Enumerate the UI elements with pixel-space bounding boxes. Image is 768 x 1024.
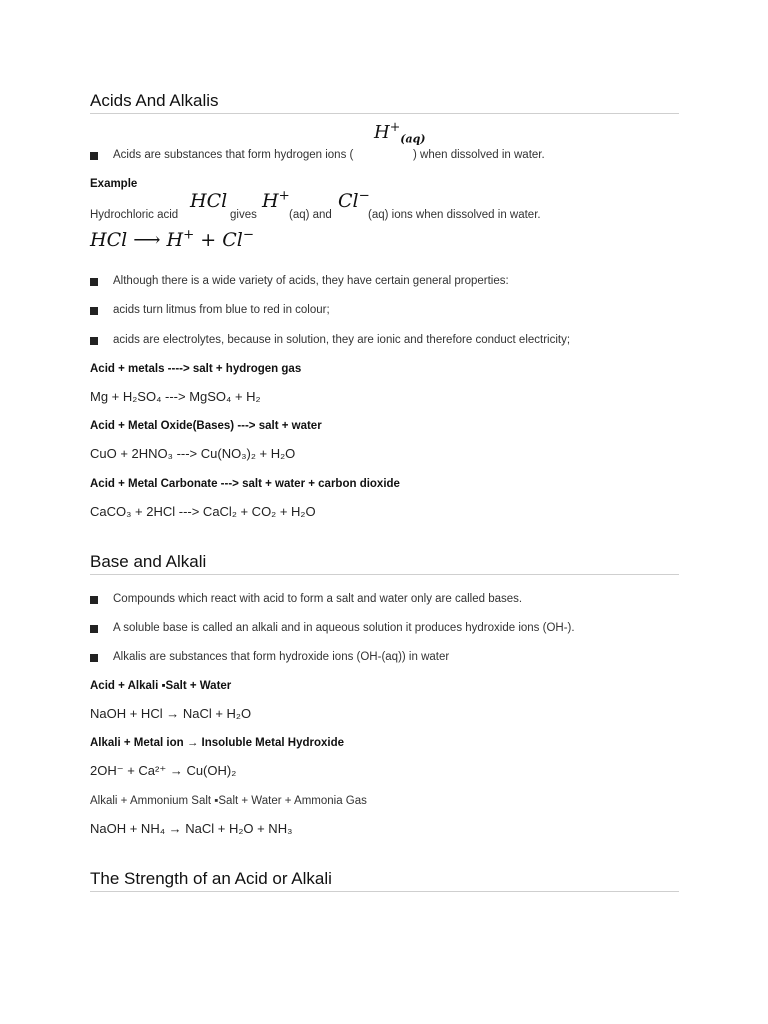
bases-definition: Compounds which react with acid to form a salt and water only are called bases. xyxy=(113,593,523,605)
reaction-label: Alkali + Ammonium Salt ▪Salt + Water + Ammonia Gas xyxy=(90,795,367,807)
acid-properties-intro: Although there is a wide variety of acids, they have certain general properties: xyxy=(113,275,509,287)
section-divider xyxy=(90,113,679,114)
hcl-text-1: Hydrochloric acid xyxy=(90,209,179,221)
math-reaction: HCl ⟶ H+ + Cl− xyxy=(90,227,255,251)
math-h-plus: H+ xyxy=(262,188,290,212)
section-title-base: Base and Alkali xyxy=(90,552,207,571)
hcl-text-4: (aq) ions when dissolved in water. xyxy=(368,209,541,221)
acids-definition-tail: ) when dissolved in water. xyxy=(413,149,545,161)
reaction-equation: Mg + H₂SO₄ ---> MgSO₄ + H₂ xyxy=(90,389,261,404)
reaction-label: Acid + metals ----> salt + hydrogen gas xyxy=(90,363,302,375)
bullet-icon xyxy=(90,278,98,286)
bullet-icon xyxy=(90,625,98,633)
acids-definition: Acids are substances that form hydrogen ions ( xyxy=(113,149,354,161)
bullet-icon xyxy=(90,307,98,315)
bullet-icon xyxy=(90,596,98,604)
section-divider xyxy=(90,574,679,575)
example-heading: Example xyxy=(90,178,138,190)
bullet-icon xyxy=(90,152,98,160)
reaction-label: Acid + Metal Oxide(Bases) ---> salt + water xyxy=(90,420,322,432)
reaction-equation: NaOH + HCl → NaCl + H₂O xyxy=(90,706,252,721)
section-title-strength: The Strength of an Acid or Alkali xyxy=(90,869,332,888)
bullet-icon xyxy=(90,337,98,345)
reaction-label: Alkali + Metal ion → Insoluble Metal Hydroxide xyxy=(90,737,345,749)
reaction-equation: NaOH + NH₄ → NaCl + H₂O + NH₃ xyxy=(90,821,293,836)
reaction-label: Acid + Metal Carbonate ---> salt + water + carbon dioxide xyxy=(90,478,400,490)
hcl-text-2: gives xyxy=(230,209,257,221)
bullet-icon xyxy=(90,654,98,662)
hcl-text-3: (aq) and xyxy=(289,209,332,221)
reaction-equation: 2OH⁻ + Ca²⁺ → Cu(OH)₂ xyxy=(90,763,237,778)
math-hcl: HCl xyxy=(190,190,228,212)
acid-litmus: acids turn litmus from blue to red in colour; xyxy=(113,304,330,316)
reaction-equation: CuO + 2HNO₃ ---> Cu(NO₃)₂ + H₂O xyxy=(90,446,296,461)
section-divider xyxy=(90,891,679,892)
acid-electrolytes: acids are electrolytes, because in solution, they are ionic and therefore conduct electricity; xyxy=(113,334,571,346)
alkali-hydroxide: Alkalis are substances that form hydroxide ions (OH-(aq)) in water xyxy=(113,651,450,663)
math-cl-minus: Cl− xyxy=(338,188,370,212)
reaction-label: Acid + Alkali ▪Salt + Water xyxy=(90,680,232,692)
alkali-definition: A soluble base is called an alkali and in aqueous solution it produces hydroxide ions (OH-). xyxy=(113,622,575,634)
reaction-equation: CaCO₃ + 2HCl ---> CaCl₂ + CO₂ + H₂O xyxy=(90,504,316,519)
section-title-acids: Acids And Alkalis xyxy=(90,91,219,110)
math-h-aq: $H^+_{(aq)}$ xyxy=(374,119,426,146)
